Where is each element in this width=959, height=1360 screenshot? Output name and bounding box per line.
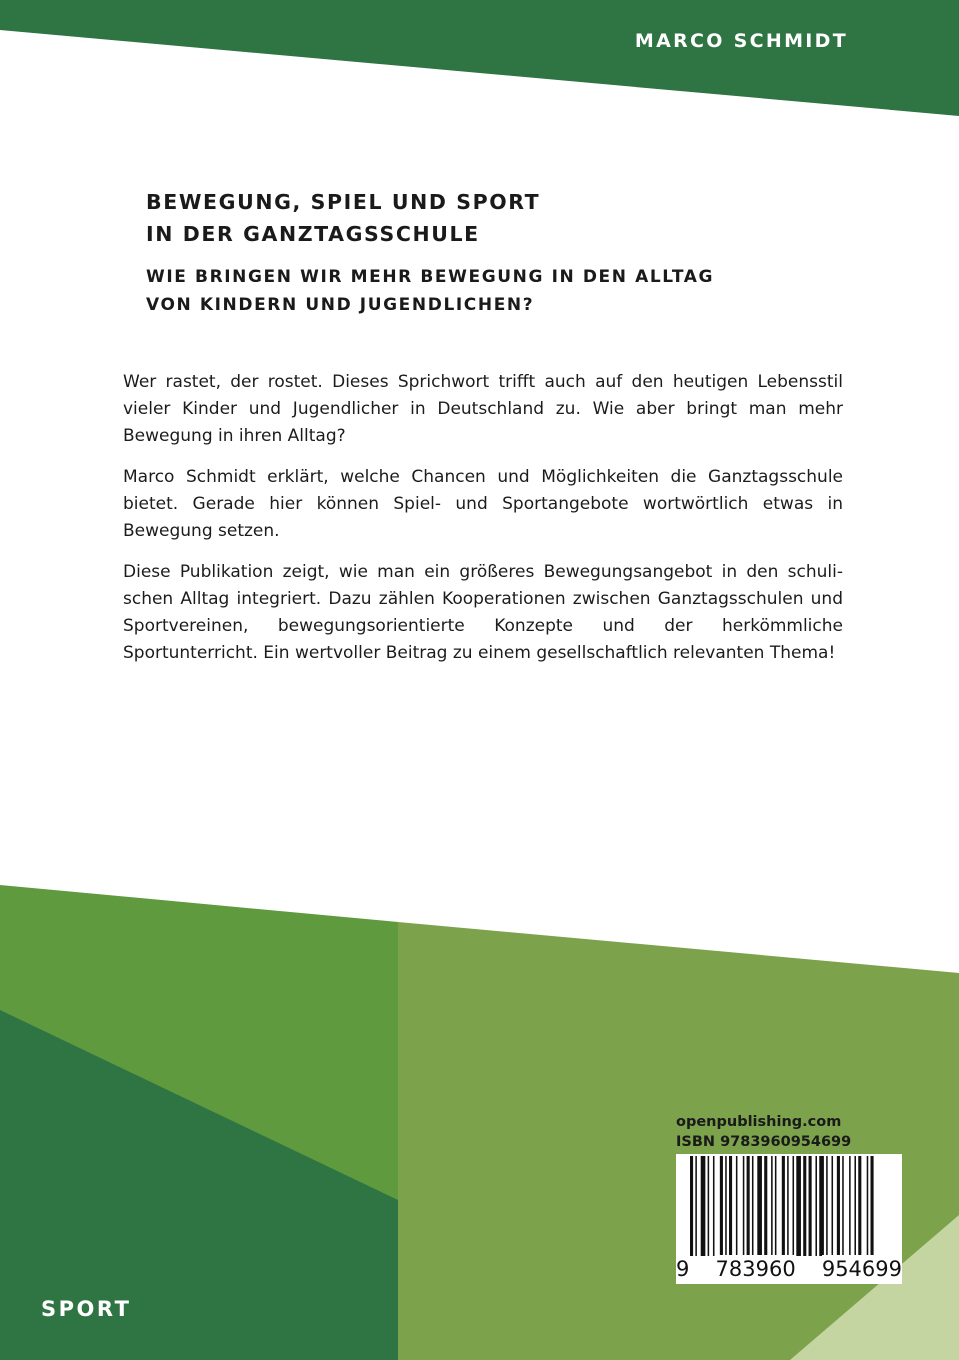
barcode-bar xyxy=(720,1156,723,1256)
category-label: SPORT xyxy=(41,1297,132,1321)
barcode-bar xyxy=(815,1156,817,1256)
barcode-bar xyxy=(757,1156,762,1256)
barcode-bar xyxy=(775,1156,777,1256)
publisher-info xyxy=(676,1112,851,1152)
book-subtitle xyxy=(146,263,714,319)
barcode-bar xyxy=(832,1156,834,1256)
blurb-paragraph: Diese Publikation zeigt, wie man ein größeres Bewegungsangebot in den schulischen Alltag integriert. Dazu zählen Kooperationen zwischen Ganztagsschulen und Sportvereinen, bewegungsorientierte Konzepte und der herkömmliche Sportunterricht. Ein wertvoller Beitrag zu einem gesellschaftlich relevanten Thema! xyxy=(123,562,843,663)
barcode-bar xyxy=(729,1156,732,1256)
barcode-bar xyxy=(701,1156,706,1256)
barcode-bar xyxy=(793,1156,795,1256)
barcode-bar xyxy=(826,1156,828,1256)
barcode-bar xyxy=(747,1156,750,1256)
subtitle-line: VON KINDERN UND JUGENDLICHEN? xyxy=(146,295,535,315)
top-green-band xyxy=(0,0,959,116)
blurb-text xyxy=(123,369,843,681)
barcode-bars xyxy=(690,1156,890,1256)
title-line: BEWEGUNG, SPIEL UND SPORT xyxy=(146,190,541,214)
barcode-bar xyxy=(752,1156,754,1256)
barcode-bar xyxy=(837,1156,840,1256)
isbn-barcode xyxy=(676,1154,902,1284)
barcode-bar xyxy=(842,1156,844,1256)
barcode-bar xyxy=(858,1156,861,1256)
blurb-paragraph: Wer rastet, der rostet. Dieses Sprichwort trifft auch auf den heutigen Lebensstil vieler Kinder und Jugendlicher in Deutschland zu. Wie aber bringt man mehr Bewegung in ihren Alltag? xyxy=(123,372,843,446)
barcode-bar xyxy=(771,1156,773,1256)
barcode-bar xyxy=(736,1156,738,1256)
barcode-bar xyxy=(819,1156,824,1256)
book-title xyxy=(146,186,540,250)
barcode-bar xyxy=(782,1156,785,1256)
barcode-digit-group: 9 xyxy=(676,1257,690,1281)
barcode-bar xyxy=(708,1156,710,1256)
barcode-bar xyxy=(695,1156,697,1256)
barcode-bar xyxy=(787,1156,789,1256)
barcode-bar xyxy=(713,1156,715,1256)
isbn-label: ISBN 9783960954699 xyxy=(676,1134,852,1150)
barcode-digits xyxy=(676,1255,902,1283)
barcode-bar xyxy=(803,1156,806,1256)
blurb-paragraph: Marco Schmidt erklärt, welche Chancen und Möglichkeiten die Ganztagsschule bietet. Gerade hier können Spiel- und Sportangebote wortwörtlich etwas in Bewegung setzen. xyxy=(123,467,843,541)
barcode-bar xyxy=(849,1156,851,1256)
barcode-bar xyxy=(809,1156,812,1256)
barcode-bar xyxy=(743,1156,745,1256)
barcode-digit-group: 954699 xyxy=(821,1257,902,1281)
title-line: IN DER GANZTAGSSCHULE xyxy=(146,222,480,246)
barcode-bar xyxy=(725,1156,727,1256)
barcode-bar xyxy=(796,1156,801,1256)
barcode-bar xyxy=(867,1156,869,1256)
barcode-bar xyxy=(690,1156,693,1256)
barcode-bar xyxy=(764,1156,767,1256)
publisher-url: openpublishing.com xyxy=(676,1114,842,1130)
barcode-bar xyxy=(854,1156,856,1256)
author-name: MARCO SCHMIDT xyxy=(634,30,848,52)
barcode-digit-group: 783960 xyxy=(715,1257,796,1281)
subtitle-line: WIE BRINGEN WIR MEHR BEWEGUNG IN DEN ALLTAG xyxy=(146,267,715,287)
barcode-bar xyxy=(871,1156,874,1256)
